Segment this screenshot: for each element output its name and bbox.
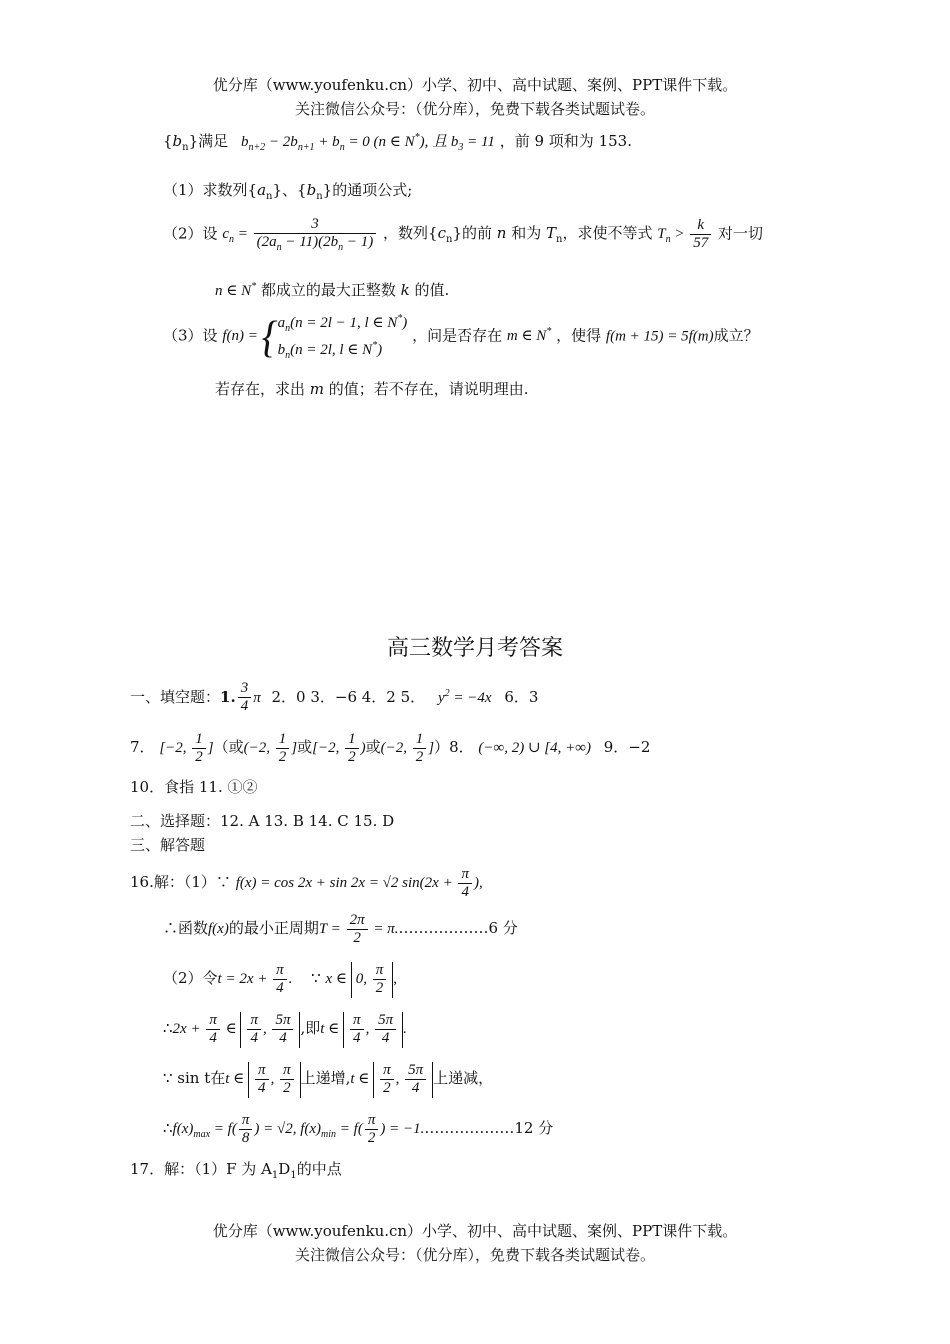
footer-line-2: 关注微信公众号：（优分库），免费下载各类试题试卷。 — [294, 1246, 655, 1264]
question-part-3: （3）设 $f(n) = \{a_n(n = 2l - 1$, l ∈ N*) $b_n(n = 2l$, l ∈ N*) ，问是否存在 m ∈ N* ，使得 f(m + 15) = 5f(m)成立？ — [163, 311, 759, 362]
solve-heading: 三、解答题 — [130, 836, 206, 854]
s16-line-1: 16.解：（1）∵ f(x) = cos 2x + sin 2x = √2 sin(2x + $\frac{\pi}{4}$ ), — [130, 866, 483, 901]
choice-answers: 二、选择题：12. A 13. B 14. C 15. D — [130, 812, 395, 830]
header-line-1: 优分库（www.youfenku.cn）小学、初中、高中试题、案例、PPT课件下载。 — [212, 76, 738, 94]
f-equation: f(m + 15) = 5f(m) — [605, 328, 714, 345]
intro-left: $\{b_n\}$满足 — [163, 132, 229, 153]
question-part-2 — [163, 216, 763, 254]
question-intro — [163, 132, 632, 154]
answer-line-10: 10．食指 11. ①② — [130, 778, 258, 796]
intro-formula: $b_{n+2} - 2b_{n+1} + b_n = 0$ (n ∈ N*), 且 $b_3 = 11$ — [240, 132, 495, 153]
question-part-3-cont: 若存在，求出 m 的值；若不存在，请说明理由. — [215, 380, 529, 398]
fill-blank-line: 一、填空题：1. $\frac{3}{4}$ π 2．0 3．−6 4．2 5． $y^2 = -4x$ 6．3 — [130, 680, 539, 715]
s16-line-3: （2）令t = 2x + $\frac{\pi}{4}$ . ∵ x ∈ 0, $\frac{\pi}{2}$ , — [163, 962, 398, 997]
part2-tail: 对一切 — [717, 224, 763, 243]
part3-label: （3）设 — [163, 326, 218, 345]
cn-definition: $c_n$ = $\frac{3}{(2a_n - 11)(2b_n - 1)}$ — [222, 226, 378, 242]
s16-line-4: ∴2x + $\frac{\pi}{4}$ ∈ $\frac{\pi}{4}$ , $\frac{5\pi}{4}$ ,即t ∈ $\frac{\pi}{4}$ , $\frac{5\pi}{4}$ . — [163, 1012, 407, 1047]
piecewise-f: $f(n) = \{a_n(n = 2l - 1$, l ∈ N*) $b_n(n = 2l$, l ∈ N*) — [222, 311, 408, 362]
s16-line-2: ∴函数f(x)的最小正周期T = $\frac{2\pi}{2}$ = π.………………6 分 — [163, 912, 518, 947]
question-part-1: （1）求数列$\{a_n\}$、$\{b_n\}$的通项公式; — [163, 181, 413, 202]
footer-line-1: 优分库（www.youfenku.cn）小学、初中、高中试题、案例、PPT课件下载。 — [212, 1222, 738, 1240]
header-line-2: 关注微信公众号：（优分库），免费下载各类试题试卷。 — [294, 100, 655, 118]
s16-line-5: ∵ sin t在t ∈ $\frac{\pi}{4}$ , $\frac{\pi}{2}$ 上递增,t ∈ $\frac{\pi}{2}$ , $\frac{5\pi}{4}$ 上递减， — [163, 1062, 494, 1097]
s16-line-6: $\therefore f(x)_{max} = f$( $\frac{\pi}{8}$ ) = √2, $f(x)_{min} = f$( $\frac{\pi}{2}$ ) = −1.………………12 分 — [163, 1112, 554, 1147]
part2-label: （2）设 — [163, 224, 218, 243]
part2-text: ，数列$\{c_n\}$的前 n 和为 $T_n$，求使不等式 — [383, 224, 653, 246]
answer-title: 高三数学月考答案 — [386, 636, 563, 661]
answer-line-7: 7． [−2, $\frac{1}{2}$ ]（或(−2, $\frac{1}{2}$ ]或[−2, $\frac{1}{2}$ )或(−2, $\frac{1}{2}$ ]）8． (−∞, 2) ∪ [4, +∞) 9．−2 — [130, 731, 651, 766]
intro-right: ，前 9 项和为 153. — [499, 132, 632, 150]
s17-line: 17．解：（1）F 为 $A_1D_1$的中点 — [130, 1160, 342, 1181]
tn-inequality: $T_n$ > $\frac{k}{57}$ — [657, 226, 713, 242]
part3-text: ，问是否存在 — [412, 326, 503, 345]
question-part-2-cont: n ∈ N* 都成立的最大正整数 k 的值. — [215, 281, 450, 299]
